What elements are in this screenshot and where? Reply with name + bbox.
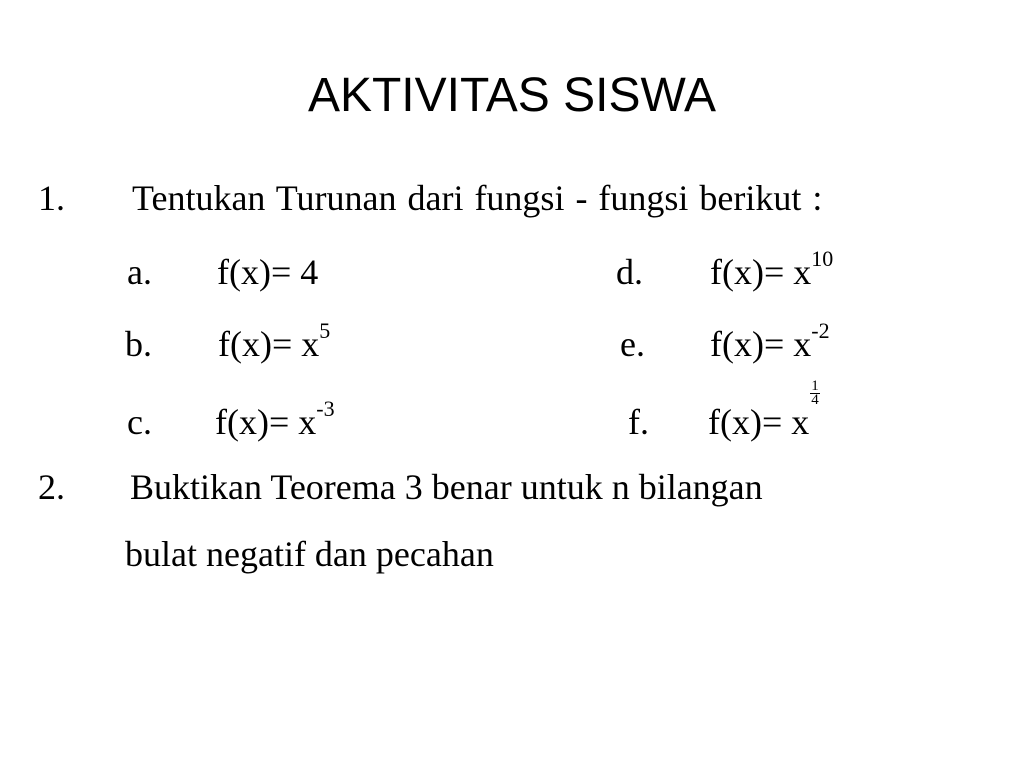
item-d-expression	[710, 246, 834, 299]
question-1-text: Tentukan Turunan dari fungsi - fungsi berikut :	[132, 178, 823, 218]
question-2-line-2: bulat negatif dan pecahan	[125, 534, 494, 574]
item-e-expression	[710, 318, 830, 371]
item-b-label: b.	[125, 324, 152, 364]
item-d-base: f(x)= x	[710, 252, 812, 292]
item-a-base: f(x)= 4	[217, 252, 319, 292]
item-c-base: f(x)= x	[215, 402, 317, 442]
item-b-exponent: 5	[319, 318, 331, 343]
question-2-line-1: Buktikan Teorema 3 benar untuk n bilangan	[130, 467, 763, 507]
item-c-expression	[215, 396, 335, 449]
item-f-expression	[708, 378, 820, 444]
item-f-exponent-denominator: 4	[811, 392, 819, 408]
item-e-base: f(x)= x	[710, 324, 812, 364]
question-2-number: 2.	[38, 467, 65, 507]
item-b-expression	[218, 318, 331, 371]
item-c-exponent: -3	[316, 396, 335, 421]
item-f-exponent-numerator: 1	[811, 378, 819, 394]
item-d-label: d.	[616, 252, 643, 292]
item-a-expression	[217, 250, 318, 294]
item-f-fraction-exponent	[810, 380, 820, 407]
item-b-base: f(x)= x	[218, 324, 320, 364]
item-f-base: f(x)= x	[708, 402, 810, 442]
item-d-exponent: 10	[811, 246, 834, 271]
item-e-exponent: -2	[811, 318, 830, 343]
item-e-label: e.	[620, 324, 645, 364]
question-1-number: 1.	[38, 178, 65, 218]
item-c-label: c.	[127, 402, 152, 442]
item-a-label: a.	[127, 252, 152, 292]
slide-title: AKTIVITAS SISWA	[307, 69, 717, 122]
item-f-label: f.	[628, 402, 649, 442]
